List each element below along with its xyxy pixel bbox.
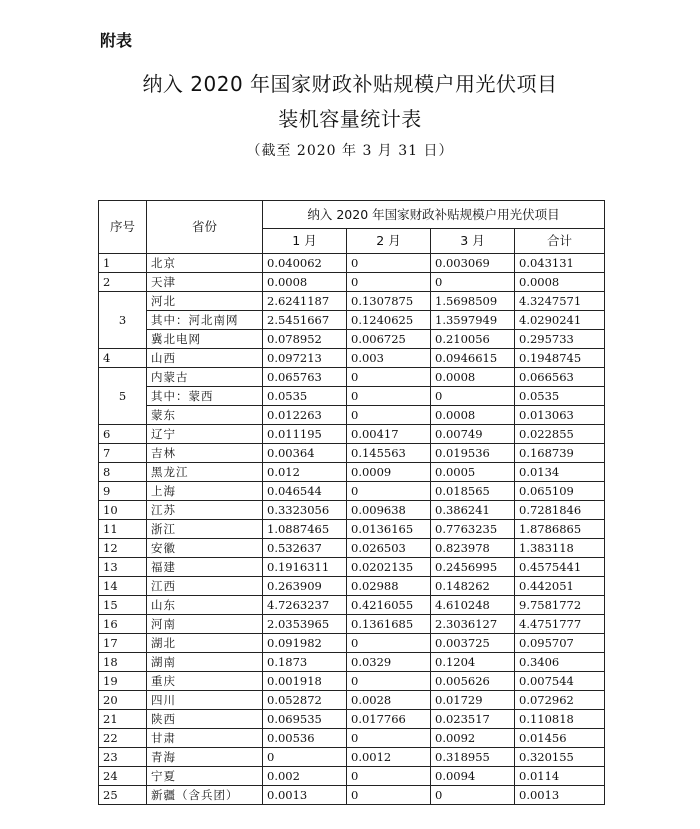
value-mar: 0.318955 <box>431 748 515 767</box>
value-feb: 0 <box>347 767 431 786</box>
province-name: 新疆（含兵团） <box>147 786 263 805</box>
value-jan: 2.6241187 <box>263 292 347 311</box>
table-row <box>99 577 605 596</box>
value-jan: 0.3323056 <box>263 501 347 520</box>
value-total: 0.0535 <box>515 387 605 406</box>
row-index: 18 <box>99 653 147 672</box>
value-feb: 0 <box>347 634 431 653</box>
row-index: 7 <box>99 444 147 463</box>
province-name: 冀北电网 <box>147 330 263 349</box>
table-row <box>99 729 605 748</box>
row-index: 24 <box>99 767 147 786</box>
value-mar: 0.0946615 <box>431 349 515 368</box>
table-row <box>99 292 605 311</box>
value-jan: 0.0013 <box>263 786 347 805</box>
table-row <box>99 596 605 615</box>
value-total: 0.4575441 <box>515 558 605 577</box>
table-row <box>99 501 605 520</box>
table-row <box>99 653 605 672</box>
table-row <box>99 482 605 501</box>
value-jan: 0.011195 <box>263 425 347 444</box>
value-mar: 0.00749 <box>431 425 515 444</box>
value-jan: 2.0353965 <box>263 615 347 634</box>
value-mar: 0.2456995 <box>431 558 515 577</box>
value-feb: 0 <box>347 406 431 425</box>
province-name: 四川 <box>147 691 263 710</box>
value-jan: 0.1916311 <box>263 558 347 577</box>
value-total: 0.043131 <box>515 254 605 273</box>
province-name: 北京 <box>147 254 263 273</box>
table-row <box>99 444 605 463</box>
province-name: 其中：蒙西 <box>147 387 263 406</box>
value-mar: 0.0008 <box>431 406 515 425</box>
value-mar: 0.003069 <box>431 254 515 273</box>
row-index: 22 <box>99 729 147 748</box>
value-total: 0.320155 <box>515 748 605 767</box>
value-total: 0.110818 <box>515 710 605 729</box>
value-jan: 0.263909 <box>263 577 347 596</box>
document-title-line-2: 装机容量统计表 <box>278 107 422 131</box>
value-feb: 0 <box>347 273 431 292</box>
value-mar: 0 <box>431 786 515 805</box>
row-index: 9 <box>99 482 147 501</box>
row-index: 13 <box>99 558 147 577</box>
row-index: 17 <box>99 634 147 653</box>
value-total: 0.007544 <box>515 672 605 691</box>
value-mar: 0 <box>431 387 515 406</box>
table-row <box>99 311 605 330</box>
value-feb: 0 <box>347 368 431 387</box>
value-total: 0.0013 <box>515 786 605 805</box>
document-subtitle: （截至 2020 年 3 月 31 日） <box>246 143 454 159</box>
value-jan: 0.069535 <box>263 710 347 729</box>
value-feb: 0.4216055 <box>347 596 431 615</box>
value-total: 0.168739 <box>515 444 605 463</box>
value-mar: 0.0094 <box>431 767 515 786</box>
table-row <box>99 539 605 558</box>
value-total: 4.0290241 <box>515 311 605 330</box>
province-name: 河北 <box>147 292 263 311</box>
value-jan: 4.7263237 <box>263 596 347 615</box>
province-name: 甘肃 <box>147 729 263 748</box>
value-feb: 0.003 <box>347 349 431 368</box>
value-jan: 0.00364 <box>263 444 347 463</box>
table-row <box>99 710 605 729</box>
province-name: 黑龙江 <box>147 463 263 482</box>
value-total: 0.065109 <box>515 482 605 501</box>
value-jan: 0.1873 <box>263 653 347 672</box>
value-total: 0.066563 <box>515 368 605 387</box>
value-mar: 0.1204 <box>431 653 515 672</box>
value-mar: 0.023517 <box>431 710 515 729</box>
province-name: 湖南 <box>147 653 263 672</box>
value-feb: 0.0202135 <box>347 558 431 577</box>
province-name: 天津 <box>147 273 263 292</box>
value-feb: 0.0012 <box>347 748 431 767</box>
province-name: 其中：河北南网 <box>147 311 263 330</box>
value-mar: 0.0005 <box>431 463 515 482</box>
column-header-jan: 1 月 <box>263 229 347 254</box>
value-feb: 0.0028 <box>347 691 431 710</box>
value-feb: 0.1361685 <box>347 615 431 634</box>
value-mar: 0.018565 <box>431 482 515 501</box>
value-mar: 0 <box>431 273 515 292</box>
value-feb: 0.0136165 <box>347 520 431 539</box>
value-jan: 0.0008 <box>263 273 347 292</box>
table-row <box>99 672 605 691</box>
province-name: 湖北 <box>147 634 263 653</box>
table-row <box>99 463 605 482</box>
value-mar: 0.003725 <box>431 634 515 653</box>
value-total: 0.072962 <box>515 691 605 710</box>
value-jan: 0.0535 <box>263 387 347 406</box>
table-row <box>99 368 605 387</box>
value-mar: 0.210056 <box>431 330 515 349</box>
value-feb: 0.1240625 <box>347 311 431 330</box>
value-mar: 2.3036127 <box>431 615 515 634</box>
value-mar: 0.7763235 <box>431 520 515 539</box>
value-mar: 0.0008 <box>431 368 515 387</box>
value-total: 0.0114 <box>515 767 605 786</box>
table-row <box>99 406 605 425</box>
row-index: 10 <box>99 501 147 520</box>
table-row <box>99 425 605 444</box>
value-mar: 0.823978 <box>431 539 515 558</box>
value-mar: 0.005626 <box>431 672 515 691</box>
value-total: 0.0134 <box>515 463 605 482</box>
row-index: 23 <box>99 748 147 767</box>
row-index: 2 <box>99 273 147 292</box>
value-mar: 4.610248 <box>431 596 515 615</box>
value-total: 0.1948745 <box>515 349 605 368</box>
column-header-total: 合计 <box>515 229 605 254</box>
value-mar: 1.5698509 <box>431 292 515 311</box>
value-jan: 0.532637 <box>263 539 347 558</box>
value-feb: 0.026503 <box>347 539 431 558</box>
value-jan: 0.002 <box>263 767 347 786</box>
table-row <box>99 254 605 273</box>
value-total: 4.4751777 <box>515 615 605 634</box>
row-index: 21 <box>99 710 147 729</box>
value-feb: 0 <box>347 729 431 748</box>
province-name: 上海 <box>147 482 263 501</box>
value-jan: 0.040062 <box>263 254 347 273</box>
value-total: 9.7581772 <box>515 596 605 615</box>
table-row <box>99 767 605 786</box>
province-name: 山东 <box>147 596 263 615</box>
table-row <box>99 330 605 349</box>
row-index: 3 <box>99 292 147 349</box>
value-total: 0.01456 <box>515 729 605 748</box>
province-name: 江苏 <box>147 501 263 520</box>
value-feb: 0.00417 <box>347 425 431 444</box>
province-name: 安徽 <box>147 539 263 558</box>
document-title-line-1: 纳入 2020 年国家财政补贴规模户用光伏项目 <box>142 72 558 96</box>
province-name: 陕西 <box>147 710 263 729</box>
province-name: 河南 <box>147 615 263 634</box>
table-row <box>99 387 605 406</box>
table-row <box>99 634 605 653</box>
value-total: 1.8786865 <box>515 520 605 539</box>
value-jan: 0.091982 <box>263 634 347 653</box>
value-mar: 0.019536 <box>431 444 515 463</box>
appendix-label: 附表 <box>100 31 133 50</box>
table-body <box>99 254 605 805</box>
row-index: 14 <box>99 577 147 596</box>
capacity-table <box>98 200 605 805</box>
value-total: 0.7281846 <box>515 501 605 520</box>
value-total: 0.3406 <box>515 653 605 672</box>
value-jan: 0 <box>263 748 347 767</box>
value-jan: 0.046544 <box>263 482 347 501</box>
value-feb: 0.02988 <box>347 577 431 596</box>
value-total: 0.442051 <box>515 577 605 596</box>
province-name: 蒙东 <box>147 406 263 425</box>
value-jan: 0.097213 <box>263 349 347 368</box>
column-header-seq: 序号 <box>99 201 147 254</box>
province-name: 青海 <box>147 748 263 767</box>
province-name: 江西 <box>147 577 263 596</box>
province-name: 吉林 <box>147 444 263 463</box>
row-index: 4 <box>99 349 147 368</box>
row-index: 15 <box>99 596 147 615</box>
table-row <box>99 273 605 292</box>
value-total: 0.0008 <box>515 273 605 292</box>
value-jan: 0.078952 <box>263 330 347 349</box>
row-index: 6 <box>99 425 147 444</box>
row-index: 25 <box>99 786 147 805</box>
table-row <box>99 691 605 710</box>
province-name: 辽宁 <box>147 425 263 444</box>
value-jan: 0.052872 <box>263 691 347 710</box>
province-name: 福建 <box>147 558 263 577</box>
value-total: 0.013063 <box>515 406 605 425</box>
value-total: 0.022855 <box>515 425 605 444</box>
column-header-feb: 2 月 <box>347 229 431 254</box>
column-header-mar: 3 月 <box>431 229 515 254</box>
value-jan: 0.065763 <box>263 368 347 387</box>
value-feb: 0.0009 <box>347 463 431 482</box>
value-mar: 0.0092 <box>431 729 515 748</box>
column-group-header: 纳入 2020 年国家财政补贴规模户用光伏项目 <box>263 201 605 229</box>
value-mar: 1.3597949 <box>431 311 515 330</box>
value-mar: 0.386241 <box>431 501 515 520</box>
province-name: 山西 <box>147 349 263 368</box>
value-total: 0.295733 <box>515 330 605 349</box>
value-jan: 2.5451667 <box>263 311 347 330</box>
value-feb: 0.006725 <box>347 330 431 349</box>
row-index: 11 <box>99 520 147 539</box>
value-jan: 0.00536 <box>263 729 347 748</box>
row-index: 5 <box>99 368 147 425</box>
value-jan: 1.0887465 <box>263 520 347 539</box>
value-feb: 0.009638 <box>347 501 431 520</box>
value-jan: 0.012263 <box>263 406 347 425</box>
row-index: 12 <box>99 539 147 558</box>
value-total: 1.383118 <box>515 539 605 558</box>
row-index: 20 <box>99 691 147 710</box>
column-header-province: 省份 <box>147 201 263 254</box>
value-total: 0.095707 <box>515 634 605 653</box>
value-feb: 0 <box>347 482 431 501</box>
province-name: 内蒙古 <box>147 368 263 387</box>
table-row <box>99 558 605 577</box>
value-feb: 0.017766 <box>347 710 431 729</box>
province-name: 重庆 <box>147 672 263 691</box>
value-feb: 0.1307875 <box>347 292 431 311</box>
value-feb: 0 <box>347 254 431 273</box>
value-feb: 0 <box>347 786 431 805</box>
province-name: 宁夏 <box>147 767 263 786</box>
row-index: 1 <box>99 254 147 273</box>
value-feb: 0 <box>347 672 431 691</box>
value-mar: 0.148262 <box>431 577 515 596</box>
table-row <box>99 349 605 368</box>
table-row <box>99 748 605 767</box>
value-jan: 0.001918 <box>263 672 347 691</box>
table-row <box>99 786 605 805</box>
value-total: 4.3247571 <box>515 292 605 311</box>
row-index: 16 <box>99 615 147 634</box>
table-row <box>99 615 605 634</box>
value-feb: 0 <box>347 387 431 406</box>
value-jan: 0.012 <box>263 463 347 482</box>
value-feb: 0.0329 <box>347 653 431 672</box>
row-index: 8 <box>99 463 147 482</box>
table-row <box>99 520 605 539</box>
row-index: 19 <box>99 672 147 691</box>
province-name: 浙江 <box>147 520 263 539</box>
value-feb: 0.145563 <box>347 444 431 463</box>
value-mar: 0.01729 <box>431 691 515 710</box>
